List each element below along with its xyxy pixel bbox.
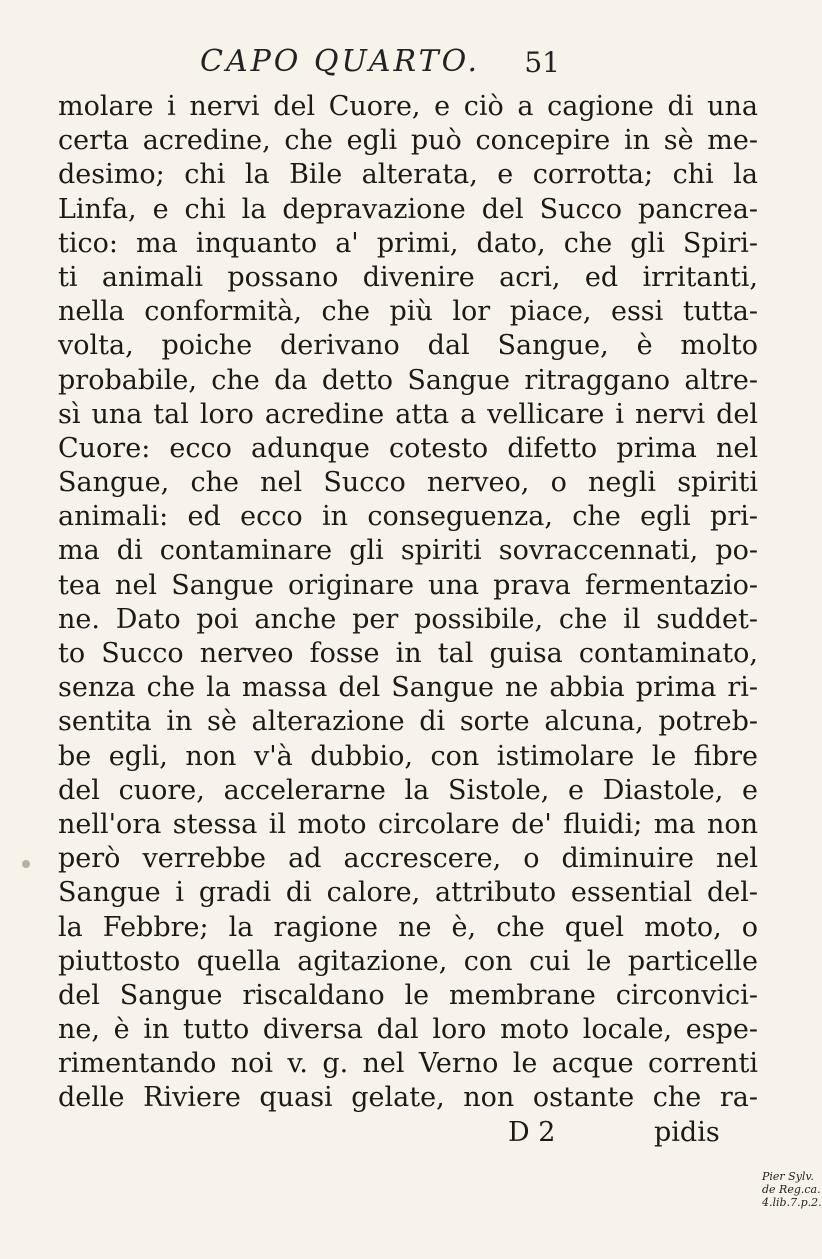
signature-line — [58, 1116, 758, 1150]
body-text — [58, 90, 758, 1150]
text-line: be egli, non v'à dubbio, con istimolare le fibre — [58, 740, 758, 772]
text-line: nell'ora stessa il moto circolare de' fluidi; ma non — [58, 808, 758, 840]
text-line: Cuore: ecco adunque cotesto difetto prima nel — [58, 432, 758, 464]
margin-note-line: Pier Sylv. — [762, 1170, 814, 1183]
page-number: 51 — [524, 46, 560, 79]
catchword: pidis — [654, 1116, 720, 1148]
text-line: molare i nervi del Cuore, e ciò a cagione di una — [58, 91, 758, 122]
text-line: Sangue, che nel Succo nerveo, o negli spiriti — [58, 467, 758, 499]
text-line: tea nel Sangue originare una prava fermentazio- — [58, 569, 758, 601]
ink-spot — [22, 860, 30, 868]
margin-note — [762, 1170, 822, 1209]
chapter-title: CAPO QUARTO. — [200, 44, 480, 79]
text-line: del Sangue riscaldano le membrane circonvici- — [58, 979, 758, 1011]
text-line: certa acredine, che egli può concepire in sè me- — [58, 125, 758, 157]
signature-mark: D 2 — [508, 1116, 556, 1148]
text-line: delle Riviere quasi gelate, non ostante che ra- — [58, 1082, 758, 1114]
margin-note-line: 4.lib.7.p.2. — [762, 1196, 822, 1209]
text-line: nella conformità, che più lor piace, essi tutta- — [58, 296, 758, 328]
text-line: ne, è in tutto diversa dal loro moto locale, espe- — [58, 1014, 758, 1046]
text-line: tico: ma inquanto a' primi, dato, che gli Spiri- — [58, 227, 758, 259]
text-line: probabile, che da detto Sangue ritraggano altre- — [58, 364, 758, 396]
text-line: però verrebbe ad accrescere, o diminuire nel — [58, 843, 758, 875]
text-line: Linfa, e chi la depravazione del Succo pancrea- — [58, 193, 758, 225]
text-line: sì una tal loro acredine atta a vellicare i nervi del — [58, 398, 758, 430]
text-line: ti animali possano divenire acri, ed irritanti, — [58, 261, 758, 293]
text-line: piuttosto quella agitazione, con cui le particelle — [58, 945, 758, 977]
text-line: rimentando noi v. g. nel Verno le acque correnti — [58, 1048, 758, 1080]
text-line: ma di contaminare gli spiriti sovraccennati, po- — [58, 535, 758, 567]
text-line: to Succo nerveo fosse in tal guisa contaminato, — [58, 638, 758, 669]
margin-note-line: de Reg.ca. — [762, 1183, 821, 1196]
text-line: senza che la massa del Sangue ne abbia prima ri- — [58, 672, 758, 704]
text-line: ne. Dato poi anche per possibile, che il suddet- — [58, 603, 758, 635]
text-line: Sangue i gradi di calore, attributo essential del- — [58, 877, 758, 909]
text-line: volta, poiche derivano dal Sangue, è molto — [58, 330, 758, 362]
text-line: sentita in sè alterazione di sorte alcuna, potreb- — [58, 706, 758, 738]
text-line: desimo; chi la Bile alterata, e corrotta; chi la — [58, 159, 758, 191]
running-head — [200, 44, 560, 86]
text-line: animali: ed ecco in conseguenza, che egli pri- — [58, 501, 758, 533]
text-line: la Febbre; la ragione ne è, che quel moto, o — [58, 911, 758, 943]
text-line: del cuore, accelerarne la Sistole, e Diastole, e — [58, 774, 758, 806]
